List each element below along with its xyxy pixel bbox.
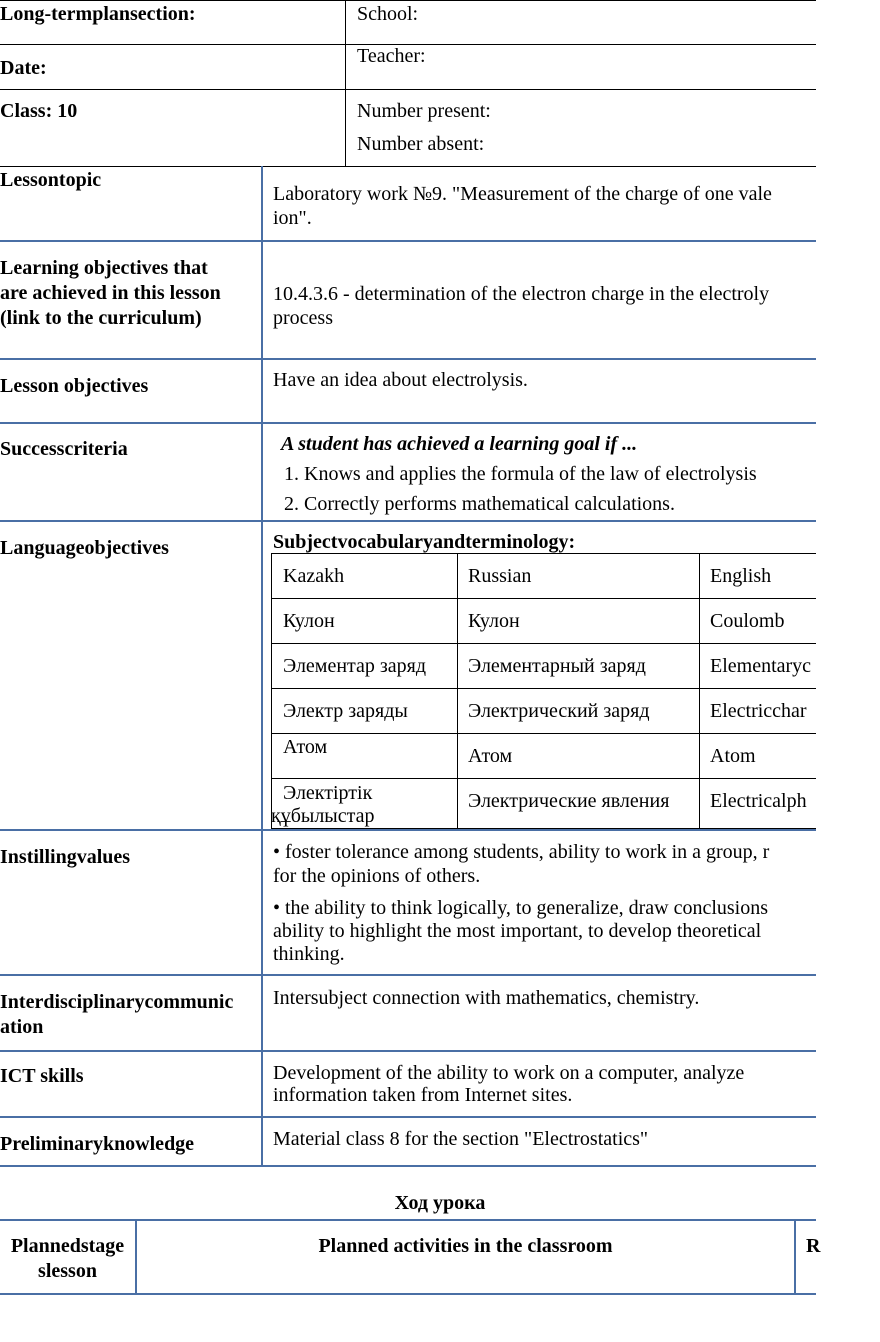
vocab-header-kazakh: Kazakh [283,565,345,587]
lesson-topic-value-line1: Laboratory work №9. "Measurement of the charge of one vale [273,183,772,205]
interdisciplinary-label-line1: Interdisciplinarycommunic [0,991,234,1013]
vocab-cell: Elementaryc [710,655,812,677]
vocab-cell: Electricchar [710,700,807,722]
learning-objectives-label-line1: Learning objectives that [0,257,208,279]
instilling-values-line: • the ability to think logically, to generalize, draw conclusions [273,897,769,919]
success-criteria-item-2: 2. Correctly performs mathematical calculations. [284,493,675,515]
learning-objectives-label-line3: (link to the curriculum) [0,307,202,329]
vocab-cell: Atom [710,745,756,767]
language-objectives-label: Languageobjectives [0,537,169,559]
vocab-header-english: English [710,565,772,587]
course-col-resources: R [806,1235,821,1257]
number-present-label: Number present: [357,100,491,122]
lesson-topic-label: Lessontopic [0,169,102,191]
vocab-cell: Coulomb [710,610,785,632]
vocab-cell: Электрический заряд [468,700,650,722]
vocab-cell: Элементарный заряд [468,655,646,677]
vocab-cell: Electricalph [710,790,807,812]
vocab-cell: Атом [468,745,513,767]
learning-objectives-label-line2: are achieved in this lesson [0,282,221,304]
vocab-cell-kazakh-line2: құбылыстар [271,805,375,827]
vocab-cell-kazakh-line1: Электіртік [283,782,373,804]
lesson-objectives-label: Lesson objectives [0,375,149,397]
instilling-values-line: for the opinions of others. [273,865,481,887]
instilling-values-line: • foster tolerance among students, ability to work in a group, r [273,841,770,863]
course-title: Ход урока [394,1192,486,1214]
success-criteria-item-1: 1. Knows and applies the formula of the law of electrolysis [284,463,757,485]
vocab-header-russian: Russian [468,565,532,587]
vocab-cell: Кулон [283,610,335,632]
lesson-objectives-value: Have an idea about electrolysis. [273,369,528,391]
preliminary-knowledge-label: Preliminaryknowledge [0,1133,195,1155]
vocab-cell: Атом [283,736,328,758]
vocab-cell: Электрические явления [468,790,670,812]
interdisciplinary-label-line2: ation [0,1016,44,1038]
school-label: School: [357,3,419,25]
vocab-cell: Элементар заряд [283,655,427,677]
course-col-stage-line2: slesson [38,1260,97,1282]
course-col-stage-line1: Plannedstage [10,1235,125,1257]
vocab-cell: Кулон [468,610,520,632]
vocab-cell: Электр заряды [283,700,408,722]
instilling-values-label: Instillingvalues [0,846,131,868]
instilling-values-line: ability to highlight the most important, to develop theoretical [273,920,762,942]
ict-skills-value-line1: Development of the ability to work on a computer, analyze [273,1062,745,1084]
teacher-label: Teacher: [357,45,426,67]
date-label: Date: [0,57,47,79]
success-criteria-heading: A student has achieved a learning goal if ... [281,433,638,455]
vocabulary-heading: Subjectvocabularyandterminology: [273,531,576,553]
course-col-activities: Planned activities in the classroom [318,1235,613,1257]
long-term-plan-label: Long-termplansection: [0,3,196,25]
preliminary-knowledge-value: Material class 8 for the section "Electrostatics" [273,1128,649,1150]
success-criteria-label: Successcriteria [0,438,128,460]
ict-skills-value-line2: information taken from Internet sites. [273,1084,573,1106]
learning-objectives-value-line2: process [273,307,333,329]
lesson-topic-value-line2: ion". [273,207,312,229]
class-label: Class: 10 [0,100,78,122]
instilling-values-line: thinking. [273,943,345,965]
number-absent-label: Number absent: [357,133,485,155]
ict-skills-label: ICT skills [0,1065,84,1087]
learning-objectives-value-line1: 10.4.3.6 - determination of the electron charge in the electroly [273,283,770,305]
interdisciplinary-value: Intersubject connection with mathematics, chemistry. [273,987,700,1009]
